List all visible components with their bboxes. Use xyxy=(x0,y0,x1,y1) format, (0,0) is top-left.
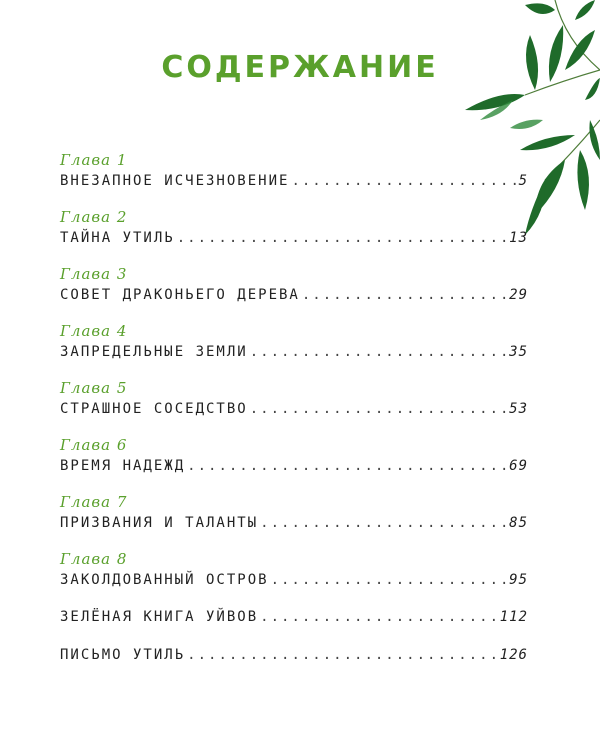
toc-row xyxy=(60,227,528,249)
chapter-label: Глава 8 xyxy=(60,550,128,568)
toc-row xyxy=(60,341,528,363)
toc-entry[interactable] xyxy=(60,207,528,249)
dot-leader xyxy=(187,644,498,666)
chapter-label: Глава 2 xyxy=(60,208,128,226)
toc-entry[interactable] xyxy=(60,435,528,477)
page-number: 69 xyxy=(509,458,528,474)
chapter-title: СОВЕТ ДРАКОНЬЕГО ДЕРЕВА xyxy=(60,287,300,303)
chapter-label: Глава 6 xyxy=(60,436,128,454)
page-number: 126 xyxy=(499,647,528,663)
chapter-title: ЗАКОЛДОВАННЫЙ ОСТРОВ xyxy=(60,572,269,588)
chapter-title: ЗЕЛЁНАЯ КНИГА УЙВОВ xyxy=(60,609,259,625)
page-number: 13 xyxy=(509,230,528,246)
toc-row xyxy=(60,284,528,306)
page-number: 53 xyxy=(509,401,528,417)
chapter-title: ПРИЗВАНИЯ И ТАЛАНТЫ xyxy=(60,515,259,531)
dot-leader xyxy=(291,170,516,192)
page-number: 29 xyxy=(509,287,528,303)
chapter-label: Глава 3 xyxy=(60,265,128,283)
chapter-title: ЗАПРЕДЕЛЬНЫЕ ЗЕМЛИ xyxy=(60,344,248,360)
chapter-title: ВРЕМЯ НАДЕЖД xyxy=(60,458,186,474)
dot-leader xyxy=(250,398,507,420)
chapter-label: Глава 7 xyxy=(60,493,128,511)
page-number: 35 xyxy=(509,344,528,360)
chapter-label: Глава 4 xyxy=(60,322,128,340)
toc-entry[interactable] xyxy=(60,606,528,628)
page-number: 112 xyxy=(499,609,528,625)
chapter-label: Глава 1 xyxy=(60,151,128,169)
toc-row xyxy=(60,569,528,591)
toc-entry[interactable] xyxy=(60,549,528,591)
toc-row xyxy=(60,512,528,534)
toc-row xyxy=(60,398,528,420)
page-number: 5 xyxy=(518,173,528,189)
toc-row xyxy=(60,644,528,666)
dot-leader xyxy=(250,341,507,363)
toc-row xyxy=(60,170,528,192)
toc-entry[interactable] xyxy=(60,264,528,306)
dot-leader xyxy=(260,512,507,534)
dot-leader xyxy=(271,569,508,591)
toc-entry[interactable] xyxy=(60,150,528,192)
chapter-title: ВНЕЗАПНОЕ ИСЧЕЗНОВЕНИЕ xyxy=(60,173,290,189)
page-number: 85 xyxy=(509,515,528,531)
page-title: СОДЕРЖАНИЕ xyxy=(161,50,439,85)
toc-row xyxy=(60,606,528,628)
dot-leader xyxy=(177,227,507,249)
page-number: 95 xyxy=(509,572,528,588)
toc-entry[interactable] xyxy=(60,378,528,420)
chapter-title: ПИСЬМО УТИЛЬ xyxy=(60,647,186,663)
toc-entry[interactable] xyxy=(60,321,528,363)
toc-entry[interactable] xyxy=(60,492,528,534)
dot-leader xyxy=(260,606,498,628)
chapter-label: Глава 5 xyxy=(60,379,128,397)
table-of-contents xyxy=(60,150,528,682)
toc-entry[interactable] xyxy=(60,644,528,666)
dot-leader xyxy=(187,455,507,477)
chapter-title: ТАЙНА УТИЛЬ xyxy=(60,230,175,246)
chapter-title: СТРАШНОЕ СОСЕДСТВО xyxy=(60,401,248,417)
toc-row xyxy=(60,455,528,477)
dot-leader xyxy=(302,284,507,306)
